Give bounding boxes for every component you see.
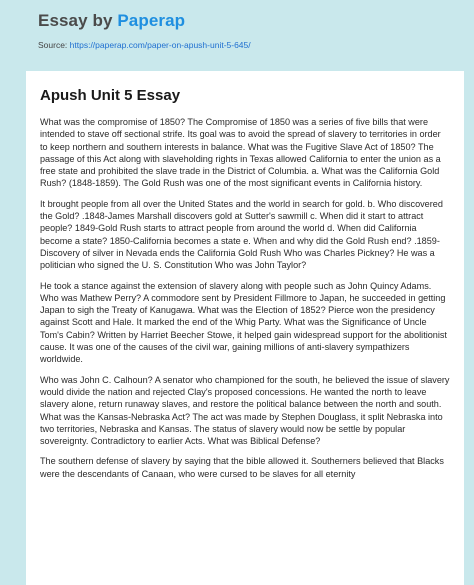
essay-paragraph: The southern defense of slavery by saying that the bible allowed it. Southerners believed that Blacks were the descendants of Canaan, who were cursed to be slaves for all eternity xyxy=(40,456,444,479)
source-line xyxy=(38,40,251,50)
essay-title: Apush Unit 5 Essay xyxy=(40,87,181,104)
essay-paragraph: He took a stance against the extension of slavery along with people such as John Quincy Adams. Who was Mathew Perry? A commodore sent by President Fillmore to Japan, he succeeded in getting Japan to sigh the Treaty of Kanugawa. What was the Election of 1852? Pierce won the presidency against Scott and Hale. It marked the end of the Whig Party. What was the Significance of Uncle Tom's Cabin? Written by Harriet Beecher Stowe, it helped gain widespread support for the abolitionist cause. It was one of the causes of the civil war, gaining millions of anti-slavery sympathizers worldwide. xyxy=(40,280,447,365)
site-header xyxy=(0,0,474,71)
source-link[interactable]: https://paperap.com/paper-on-apush-unit-5-645/ xyxy=(69,40,251,50)
brand-name[interactable]: Paperap xyxy=(117,11,186,30)
essay-paragraph: What was the compromise of 1850? The Compromise of 1850 was a series of five bills that were intended to stave off sectional strife. Its goal was to avoid the spread of slavery to territories in order to keep northern and southern interests in balance. What was the Fugitive Slave Act of 1850? The passage of this Act along with slaveholding rights in Texas allowed California to enter the union as a free state and prohibited the slave trade in the District of Columbia. a. What was the California Gold Rush? (1848-1859). The Gold Rush was one of the most significant events in California history. xyxy=(40,117,441,189)
source-label: Source: xyxy=(38,40,70,50)
essay-paragraph: It brought people from all over the United States and the world in search for gold. b. Who discovered the Gold? .1848-James Marshall discovers gold at Sutter's sawmill c. When did it start to attract people? 1849-Gold Rush starts to attract people from around the world d. When did California become a state? 1850-California becomes a state e. When and why did the Gold Rush end? .1859-Discovery of silver in Nevada ends the California Gold Rush Who was Charles Pickney? He was a politician who signed the U. S. Constitution Who was John Taylor? xyxy=(40,198,443,271)
brand-prefix: Essay by xyxy=(38,11,118,30)
essay-paragraph: Who was John C. Calhoun? A senator who championed for the south, he believed the issue of slavery would divide the nation and rejected Clay's proposed concessions. He wanted the north to leave slavery alone, return runaway slaves, and restore the political balance between the north and south. What was the Kansas-Nebraska Act? The act was made by Stephen Douglass, it split Nebraska into two territories, Nebraska and Kansas. The status of slavery would now be settle by popular sovereignty. Contradictory to earlier Acts. What was Biblical Defense? xyxy=(40,374,450,447)
brand-title xyxy=(38,11,185,31)
essay-page xyxy=(26,71,464,585)
